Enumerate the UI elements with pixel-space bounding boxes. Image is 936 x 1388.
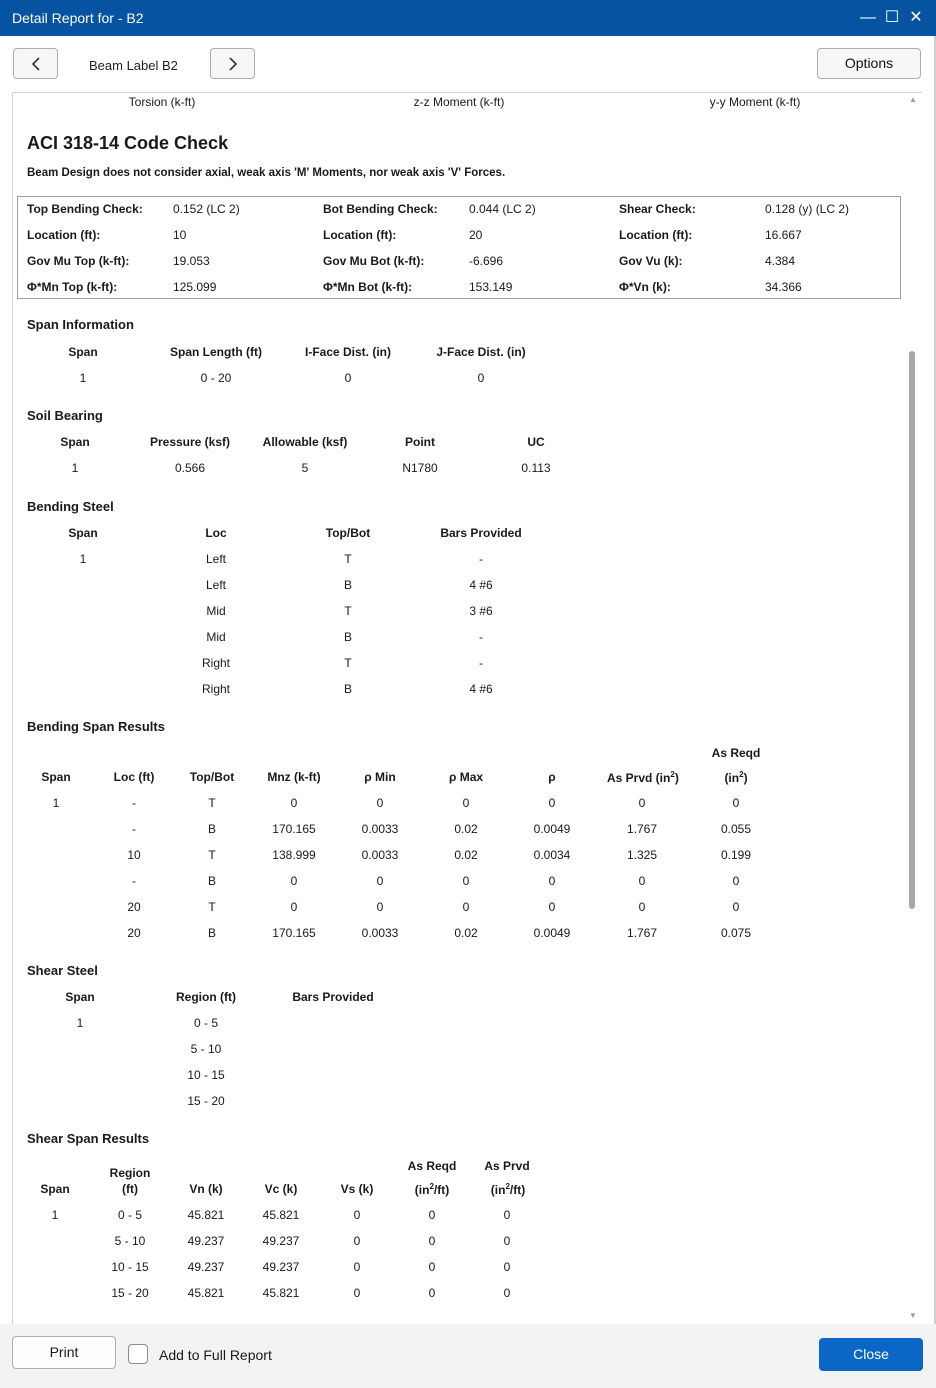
bending-results-title: Bending Span Results	[27, 719, 165, 734]
shear-results-cell: 0	[353, 1286, 361, 1300]
span-info-header: I-Face Dist. (in)	[304, 345, 392, 359]
span-info-cell: 1	[79, 371, 87, 385]
bending-results-cell: 0	[732, 874, 740, 888]
span-info-cell: 0 - 20	[200, 371, 232, 385]
bending-results-header: Mnz (k-ft)	[267, 770, 321, 784]
bending-results-cell: 0	[376, 874, 384, 888]
bending-steel-cell: Right	[201, 682, 231, 696]
bending-results-cell: 170.165	[272, 822, 316, 836]
bending-steel-cell: 3 #6	[469, 604, 493, 618]
span-info-cell: 0	[344, 371, 352, 385]
shear-check-value: 0.128 (y) (LC 2)	[765, 202, 850, 216]
bending-results-header: ρ	[548, 770, 556, 784]
soil-cell: 1	[71, 461, 79, 475]
soil-header: Allowable (ksf)	[262, 435, 348, 449]
shear-results-cell: 49.237	[187, 1260, 225, 1274]
shear-results-cell: 45.821	[187, 1286, 225, 1300]
shear-gov-value: 4.384	[765, 254, 796, 268]
bending-steel-cell: Mid	[206, 630, 226, 644]
soil-bearing-title: Soil Bearing	[27, 408, 103, 423]
bending-results-cell: T	[208, 796, 216, 810]
soil-header: Point	[405, 435, 435, 449]
shear-steel-title: Shear Steel	[27, 963, 98, 978]
minimize-button[interactable]: —	[860, 9, 876, 26]
bending-steel-cell: T	[344, 552, 352, 566]
bending-steel-cell: 4 #6	[469, 682, 493, 696]
bending-results-cell: 0.075	[720, 926, 752, 940]
bending-results-cell: B	[207, 926, 217, 940]
bending-steel-header: Top/Bot	[325, 526, 371, 540]
bending-results-cell: T	[208, 900, 216, 914]
soil-cell: 0.566	[174, 461, 206, 475]
bending-results-cell: 0	[462, 900, 470, 914]
bending-steel-cell: -	[479, 630, 483, 644]
soil-cell: 5	[301, 461, 309, 475]
soil-cell: 0.113	[521, 461, 551, 475]
bending-results-header: ρ Max	[448, 770, 484, 784]
bending-results-cell: 0.02	[454, 848, 478, 862]
top-gov-value: 19.053	[173, 254, 210, 268]
top-cap-value: 125.099	[173, 280, 217, 294]
bending-results-cell: 0	[638, 900, 646, 914]
bending-results-header: As Prvd $(in^2)$	[607, 770, 679, 785]
shear-results-cell: 5 - 10	[114, 1234, 146, 1248]
bending-results-cell: 0.055	[720, 822, 752, 836]
shear-results-cell: 45.821	[262, 1286, 300, 1300]
shear-results-cell: 49.237	[262, 1234, 300, 1248]
bending-results-cell: 0.0033	[361, 822, 399, 836]
shear-steel-cell: 5 - 10	[190, 1042, 222, 1056]
bending-results-cell: -	[132, 796, 136, 810]
shear-check-label: Shear Check:	[619, 202, 696, 216]
bending-results-cell: 170.165	[272, 926, 316, 940]
add-to-full-report-label[interactable]: Add to Full Report	[159, 1347, 272, 1363]
soil-header: Pressure (ksf)	[149, 435, 231, 449]
zz-moment-header: z-z Moment (k-ft)	[413, 95, 505, 109]
bending-steel-header: Span	[68, 526, 98, 540]
close-window-button[interactable]: ✕	[909, 9, 923, 26]
previous-beam-button[interactable]	[13, 48, 58, 79]
beam-label: Beam Label B2	[89, 58, 178, 73]
options-button[interactable]: Options	[817, 48, 921, 79]
bending-results-cell: 0	[638, 796, 646, 810]
bot-check-label: Bot Bending Check:	[323, 202, 438, 216]
scroll-down-arrow-icon[interactable]: ▼	[909, 1311, 917, 1320]
shear-results-cell: 49.237	[262, 1260, 300, 1274]
bending-results-cell: 10	[127, 848, 141, 862]
bending-results-cell: 0.199	[720, 848, 752, 862]
bot-loc-label: Location (ft):	[323, 228, 397, 242]
close-button[interactable]: Close	[819, 1338, 923, 1371]
bending-results-cell: -	[132, 874, 136, 888]
code-check-title: ACI 318-14 Code Check	[27, 133, 229, 153]
shear-results-header: Span	[40, 1182, 70, 1196]
shear-results-cell: 0	[353, 1208, 361, 1222]
shear-results-cell: 0	[428, 1234, 436, 1248]
shear-results-header: $(in^2/ft)$	[490, 1182, 526, 1197]
top-check-value: 0.152 (LC 2)	[173, 202, 240, 216]
bot-check-value: 0.044 (LC 2)	[469, 202, 536, 216]
bending-steel-title: Bending Steel	[27, 499, 114, 514]
shear-results-cell: 0	[353, 1234, 361, 1248]
shear-steel-header: Bars Provided	[292, 990, 374, 1004]
bending-results-cell: 0	[462, 874, 470, 888]
shear-results-cell: 0	[428, 1208, 436, 1222]
bending-results-cell: 0.0033	[361, 848, 399, 862]
shear-results-header: (ft)	[122, 1182, 138, 1196]
bending-steel-cell: Left	[205, 578, 227, 592]
bending-results-cell: 0	[462, 796, 470, 810]
bending-results-cell: 138.999	[272, 848, 316, 862]
bending-results-cell: 1.325	[626, 848, 658, 862]
bending-results-cell: 0.02	[454, 926, 478, 940]
top-cap-label: Φ*Mn Top (k-ft):	[27, 280, 118, 294]
bending-steel-cell: 1	[79, 552, 87, 566]
shear-steel-cell: 1	[76, 1016, 84, 1030]
bending-results-cell: 0	[376, 900, 384, 914]
top-loc-value: 10	[173, 228, 187, 242]
bending-steel-cell: Left	[205, 552, 227, 566]
next-beam-button[interactable]	[210, 48, 255, 79]
shear-gov-label: Gov Vu (k):	[619, 254, 683, 268]
span-info-title: Span Information	[27, 317, 134, 332]
bending-results-cell: -	[132, 822, 136, 836]
bending-steel-cell: -	[479, 552, 483, 566]
shear-loc-value: 16.667	[765, 228, 802, 242]
shear-results-header: Vn (k)	[189, 1182, 223, 1196]
bending-results-cell: 20	[127, 926, 141, 940]
shear-results-cell: 0	[503, 1208, 511, 1222]
maximize-button[interactable]: ☐	[884, 9, 900, 26]
shear-results-cell: 1	[51, 1208, 59, 1222]
bending-results-cell: 1.767	[626, 822, 658, 836]
shear-results-cell: 0 - 5	[117, 1208, 143, 1222]
bending-results-cell: 0	[732, 796, 740, 810]
print-button[interactable]: Print	[12, 1336, 116, 1369]
top-loc-label: Location (ft):	[27, 228, 101, 242]
bending-steel-cell: B	[343, 578, 353, 592]
bending-results-cell: 0.02	[454, 822, 478, 836]
bending-results-cell: 0	[548, 900, 556, 914]
span-info-header: Span Length (ft)	[170, 345, 262, 359]
add-to-full-report-checkbox[interactable]	[128, 1344, 148, 1364]
shear-steel-cell: 10 - 15	[187, 1068, 225, 1082]
bending-results-cell: 0	[290, 796, 298, 810]
bending-results-cell: 0	[638, 874, 646, 888]
bending-steel-cell: T	[344, 604, 352, 618]
bending-steel-cell: Mid	[206, 604, 226, 618]
shear-results-cell: 0	[503, 1286, 511, 1300]
bending-results-cell: 0.0049	[533, 822, 571, 836]
bending-results-cell: 0	[290, 900, 298, 914]
bending-results-header: ρ Min	[364, 770, 396, 784]
shear-results-title: Shear Span Results	[27, 1131, 150, 1146]
shear-results-header: As Reqd	[407, 1159, 457, 1173]
bending-results-cell: T	[208, 848, 216, 862]
top-gov-label: Gov Mu Top (k-ft):	[27, 254, 130, 268]
soil-header: UC	[527, 435, 545, 449]
bending-steel-cell: Right	[201, 656, 231, 670]
bending-results-cell: 0	[548, 796, 556, 810]
span-info-header: Span	[68, 345, 98, 359]
bending-results-header: $(in^2)$	[724, 770, 748, 785]
bending-steel-cell: -	[479, 656, 483, 670]
bot-gov-label: Gov Mu Bot (k-ft):	[323, 254, 425, 268]
shear-results-cell: 0	[428, 1286, 436, 1300]
shear-results-cell: 0	[503, 1234, 511, 1248]
bot-cap-label: Φ*Mn Bot (k-ft):	[323, 280, 413, 294]
shear-results-cell: 45.821	[187, 1208, 225, 1222]
shear-results-header: Region	[109, 1166, 151, 1180]
bending-results-cell: B	[207, 822, 217, 836]
shear-results-cell: 0	[428, 1260, 436, 1274]
yy-moment-header: y-y Moment (k-ft)	[709, 95, 801, 109]
bending-results-cell: 0.0049	[533, 926, 571, 940]
shear-results-cell: 49.237	[187, 1234, 225, 1248]
shear-results-cell: 15 - 20	[111, 1286, 149, 1300]
shear-results-header: Vc (k)	[264, 1182, 298, 1196]
shear-results-cell: 45.821	[262, 1208, 300, 1222]
scroll-up-arrow-icon[interactable]: ▲	[909, 95, 917, 104]
bending-results-cell: 1.767	[626, 926, 658, 940]
shear-results-cell: 10 - 15	[111, 1260, 149, 1274]
shear-results-cell: 0	[353, 1260, 361, 1274]
soil-header: Span	[60, 435, 90, 449]
bot-loc-value: 20	[469, 228, 483, 242]
code-check-note: Beam Design does not consider axial, weak axis 'M' Moments, nor weak axis 'V' Forces.	[27, 167, 506, 179]
bending-results-header: Span	[41, 770, 71, 784]
shear-cap-value: 34.366	[765, 280, 802, 294]
bending-results-cell: 0	[376, 796, 384, 810]
span-info-cell: 0	[477, 371, 485, 385]
chevron-left-icon	[31, 57, 41, 71]
bending-steel-cell: B	[343, 682, 353, 696]
shear-cap-label: Φ*Vn (k):	[619, 280, 671, 294]
bending-results-cell: 0	[732, 900, 740, 914]
span-info-header: J-Face Dist. (in)	[436, 345, 526, 359]
shear-steel-cell: 15 - 20	[187, 1094, 225, 1108]
bending-results-cell: 0	[548, 874, 556, 888]
bending-steel-header: Loc	[205, 526, 227, 540]
shear-steel-header: Region (ft)	[176, 990, 236, 1004]
torsion-header: Torsion (k-ft)	[128, 95, 196, 109]
bot-gov-value: -6.696	[469, 254, 504, 268]
shear-results-header: Vs (k)	[340, 1182, 374, 1196]
bending-steel-header: Bars Provided	[440, 526, 522, 540]
bot-cap-value: 153.149	[469, 280, 513, 294]
bending-steel-cell: 4 #6	[469, 578, 493, 592]
bending-steel-cell: T	[344, 656, 352, 670]
bending-steel-cell: B	[343, 630, 353, 644]
shear-results-header: As Prvd	[484, 1159, 530, 1173]
scroll-thumb[interactable]	[909, 351, 915, 909]
bending-results-header: Top/Bot	[189, 770, 235, 784]
shear-results-cell: 0	[503, 1260, 511, 1274]
bending-results-cell: B	[207, 874, 217, 888]
chevron-right-icon	[228, 57, 238, 71]
bending-results-cell: 20	[127, 900, 141, 914]
shear-loc-label: Location (ft):	[619, 228, 693, 242]
bending-results-cell: 0	[290, 874, 298, 888]
vertical-scrollbar[interactable]	[905, 93, 921, 1325]
bending-results-cell: 0.0034	[533, 848, 571, 862]
top-check-label: Top Bending Check:	[27, 202, 143, 216]
bending-results-cell: 0.0033	[361, 926, 399, 940]
window-title: Detail Report for - B2	[12, 10, 144, 26]
shear-results-header: $(in^2/ft)$	[414, 1182, 450, 1197]
soil-cell: N1780	[402, 461, 438, 475]
shear-steel-cell: 0 - 5	[193, 1016, 219, 1030]
bending-results-header: As Reqd	[711, 746, 761, 760]
title-bar	[0, 0, 936, 36]
bending-results-cell: 1	[52, 796, 60, 810]
shear-steel-header: Span	[65, 990, 95, 1004]
bending-results-header: Loc (ft)	[113, 770, 155, 784]
